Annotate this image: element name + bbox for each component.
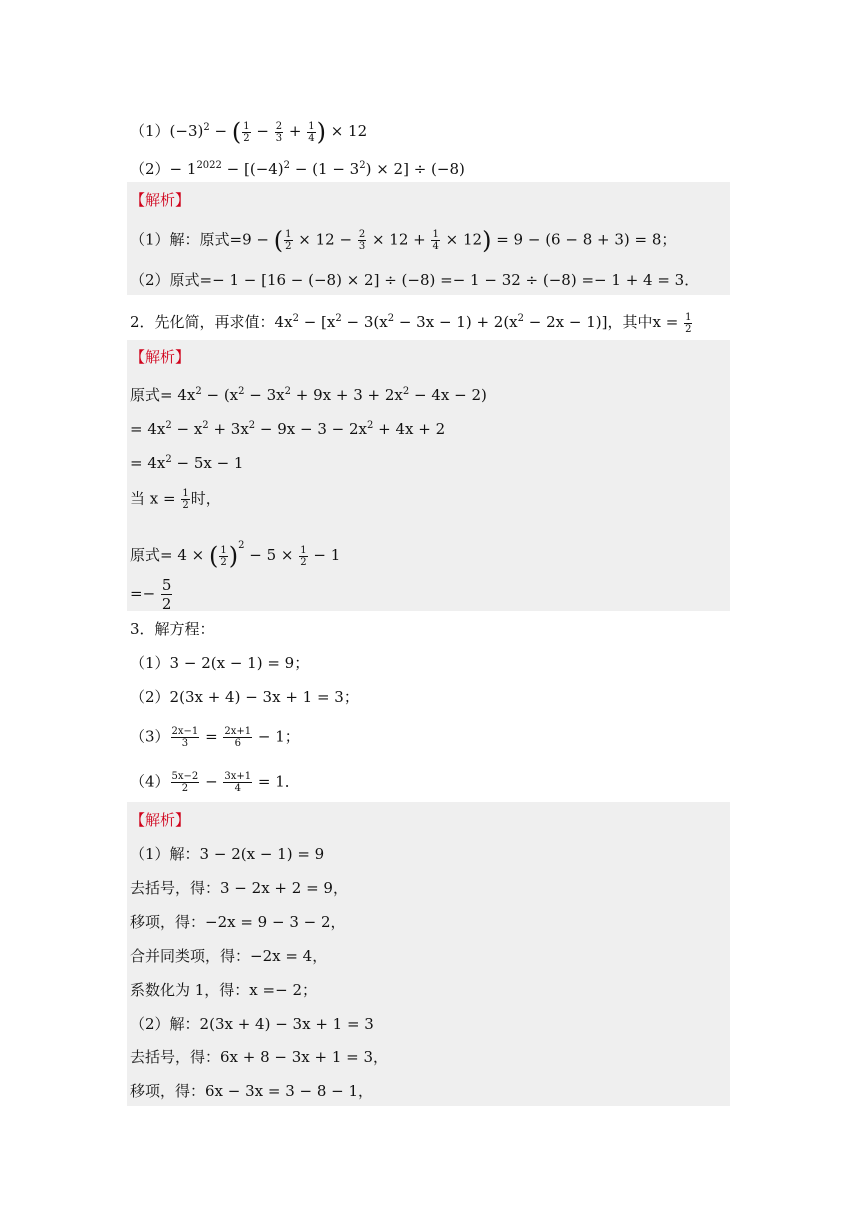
numerator: 2x−1 [171, 726, 199, 737]
exponent: 2 [359, 160, 366, 171]
denominator: 2 [243, 132, 250, 144]
fraction [284, 229, 292, 252]
numerator: 1 [220, 544, 227, 556]
exponent: 2 [165, 454, 172, 465]
exponent: 2 [367, 420, 374, 431]
left-paren: ( [209, 542, 219, 570]
exponent: 2 [517, 313, 525, 324]
expr-text: − (1 − 3 [290, 160, 360, 178]
exponent: 2 [238, 540, 245, 551]
expr-text: （3） [130, 727, 170, 746]
expr-text: + 4x + 2 [373, 420, 446, 438]
expr-text: 原式= 4x [130, 386, 196, 404]
numerator: 2 [358, 229, 366, 240]
problem-3-part-4 [130, 771, 300, 794]
expr-text: 时， [190, 489, 221, 508]
denominator: 4 [234, 783, 241, 794]
left-paren: ( [231, 118, 242, 146]
expr-text: × 12 [440, 230, 483, 249]
fraction [223, 771, 252, 794]
solution-tag: 【解析】 [130, 811, 191, 829]
numerator: 3x+1 [224, 771, 252, 782]
numerator: 2x+1 [224, 726, 252, 737]
solution-1-part-2: （2）原式=− 1 − [16 − (−8) × 2] ÷ (−8) =− 1 − 32 ÷ (−8) =− 1 + 4 = 3． [130, 271, 700, 289]
solution-2-line-2 [130, 416, 445, 439]
solution-3-line: （1）解：3 − 2(x − 1) = 9 [130, 845, 325, 863]
solution-2-line-4 [130, 488, 221, 511]
right-paren: ) [482, 226, 492, 255]
solution-3-line: 去括号，得：3 − 2x + 2 = 9， [130, 879, 348, 897]
expr-text: + 9x + 3 + 2x [291, 386, 403, 404]
solution-3-line: 合并同类项，得：−2x = 4， [130, 947, 328, 965]
solution-3-line: 系数化为 1，得：x =− 2； [130, 981, 317, 999]
problem-1-part-1 [130, 118, 367, 144]
exponent: 2 [335, 313, 342, 324]
expr-text: + 3x [208, 420, 249, 438]
denominator: 3 [275, 132, 283, 144]
expr-text: × 12 + [367, 230, 431, 249]
exponent: 2 [283, 160, 291, 171]
solution-tag: 【解析】 [130, 348, 191, 366]
denominator: 3 [181, 738, 189, 749]
solution-tag: 【解析】 [130, 191, 191, 209]
solution-2-line-5 [130, 536, 340, 568]
problem-3-part-3 [130, 726, 300, 749]
numerator: 5x−2 [171, 771, 199, 782]
expr-text: = 1． [253, 772, 300, 791]
expr-text: 原式= 4 × [130, 546, 209, 564]
fraction [161, 576, 173, 613]
denominator: 3 [358, 241, 366, 252]
expr-text: 2．先化简，再求值：4x [130, 313, 293, 331]
numerator: 1 [432, 229, 439, 240]
exponent: 2 [292, 313, 299, 324]
denominator: 2 [181, 783, 189, 794]
problem-3-heading: 3．解方程： [130, 620, 215, 638]
fraction [171, 726, 200, 749]
solution-2-panel [127, 340, 730, 611]
denominator: 2 [685, 323, 692, 335]
fraction [684, 312, 692, 335]
problem-3-part-1: （1）3 − 2(x − 1) = 9； [130, 654, 310, 672]
denominator: 6 [234, 738, 241, 749]
denominator: 2 [220, 556, 227, 568]
fraction [223, 726, 252, 749]
operator: − [251, 122, 274, 140]
expr-text: = 9 − (6 − 8 + 3) = 8； [491, 230, 677, 249]
solution-2-line-1 [130, 382, 487, 405]
expr-text: − [(−4) [221, 160, 284, 178]
expr-text: − x [171, 420, 203, 438]
numerator: 1 [243, 120, 250, 132]
problem-3-part-2: （2）2(3x + 4) − 3x + 1 = 3； [130, 688, 359, 706]
exponent: 2 [248, 420, 256, 431]
denominator: 2 [161, 595, 172, 613]
fraction [275, 121, 283, 144]
expr-text: × 12 [325, 122, 368, 140]
expr-text: − 9x − 3 − 2x [255, 420, 368, 438]
solution-3-line: 移项，得：−2x = 9 − 3 − 2， [130, 913, 346, 931]
expr-text: − [209, 122, 232, 140]
expr-text: − 3(x [341, 313, 388, 331]
expr-text: − 1； [253, 727, 300, 746]
denominator: 4 [308, 132, 315, 144]
expr-text: − 5x − 1 [171, 454, 244, 472]
denominator: 4 [432, 241, 439, 252]
solution-2-line-6 [130, 576, 173, 613]
operator: + [284, 122, 307, 140]
expr-text: = 4x [130, 454, 166, 472]
numerator: 1 [308, 120, 315, 132]
expr-text: = [200, 727, 223, 746]
denominator: 2 [300, 556, 307, 568]
expr-text: 当 x = [130, 489, 181, 508]
solution-3-line: （2）解：2(3x + 4) − 3x + 1 = 3 [130, 1015, 374, 1033]
expr-text: （1）解：原式=9 − [130, 230, 274, 249]
expr-text: − 3x − 1) + 2(x [394, 313, 518, 331]
expr-text: − 3x [244, 386, 285, 404]
fraction [299, 545, 307, 568]
fraction [307, 121, 315, 144]
exponent: 2 [284, 386, 291, 397]
fraction [219, 545, 227, 568]
expr-text: − 4x − 2) [409, 386, 487, 404]
right-paren: ) [228, 542, 239, 570]
denominator: 2 [182, 500, 189, 511]
expr-text: （1）(−3) [130, 122, 204, 140]
numerator: 5 [161, 576, 172, 594]
numerator: 2 [275, 120, 283, 132]
denominator: 2 [285, 241, 292, 252]
expr-text: − [x [298, 313, 336, 331]
right-paren: ) [316, 118, 326, 146]
solution-2-line-3 [130, 450, 243, 473]
expr-text: × 12 − [293, 230, 357, 249]
expr-text: − (x [201, 386, 239, 404]
fraction [181, 488, 189, 511]
problem-2 [130, 309, 693, 335]
exponent: 2 [165, 420, 172, 431]
numerator: 1 [300, 544, 307, 556]
exponent: 2 [203, 122, 210, 133]
exponent: 2 [387, 313, 395, 324]
numerator: 1 [685, 311, 692, 323]
solution-1-part-1 [130, 226, 677, 255]
expr-text: （4） [130, 772, 170, 791]
exponent: 2 [402, 386, 410, 397]
fraction [358, 229, 366, 252]
exponent: 2 [195, 386, 202, 397]
expr-text: − 1 [308, 546, 341, 564]
expr-text: − [200, 772, 223, 791]
exponent: 2022 [196, 160, 222, 171]
solution-3-line: 去括号，得：6x + 8 − 3x + 1 = 3， [130, 1048, 389, 1066]
expr-text: − 5 × [244, 546, 299, 564]
fraction [171, 771, 200, 794]
problem-1-part-2 [130, 156, 465, 179]
fraction [431, 229, 439, 252]
fraction [242, 121, 250, 144]
solution-3-line: 移项，得：6x − 3x = 3 − 8 − 1， [130, 1082, 374, 1100]
numerator: 1 [182, 488, 189, 499]
expr-text: − 2x − 1)]，其中x = [524, 313, 684, 331]
exponent: 2 [238, 386, 245, 397]
numerator: 1 [285, 229, 292, 240]
expr-text: （2）− 1 [130, 160, 197, 178]
exponent: 2 [202, 420, 209, 431]
expr-text: =− [130, 584, 160, 603]
expr-text: = 4x [130, 420, 166, 438]
expr-text: ) × 2] ÷ (−8) [365, 160, 465, 178]
left-paren: ( [273, 226, 284, 255]
